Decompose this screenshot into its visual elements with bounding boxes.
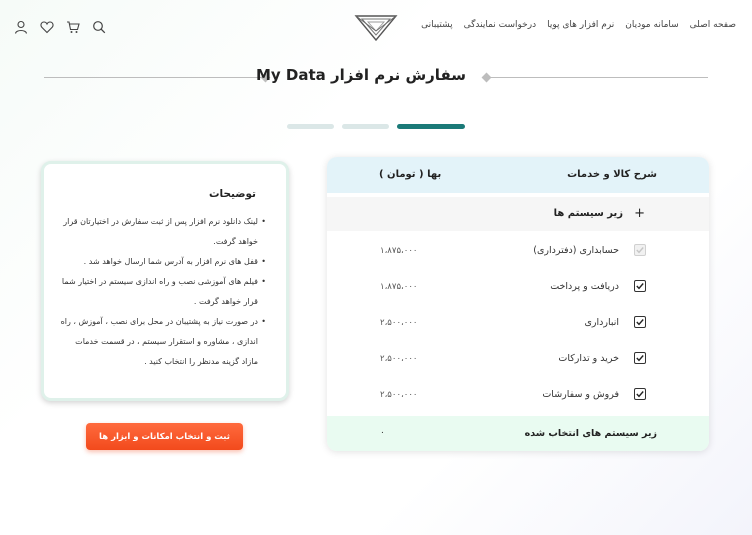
row-checkbox[interactable] [634,244,646,256]
column-header-price: بها ( تومان ) [379,169,442,180]
page-title: سفارش نرم افزار My Data [255,66,466,84]
divider [44,77,266,78]
total-row [327,416,709,451]
table-row [327,341,709,377]
note-item: • در صورت نیاز به پشتیبان در محل برای نصب ، آموزش ، راه اندازی ، مشاوره و استقرار سیستم ، در قسمت خدمات مازاد گزینه مدنظر را انتخاب کنید . [60,312,266,372]
step-indicator [287,124,465,129]
subsystems-label: زیر سیستم ها [553,208,623,219]
note-item: • لینک دانلود نرم افزار پس از ثبت سفارش در اختیارتان قرار خواهد گرفت. [60,212,266,252]
search-icon[interactable] [92,20,106,34]
row-price: ۲،۵۰۰،۰۰۰ [380,354,418,364]
page-title-row [44,66,708,90]
row-checkbox[interactable] [634,316,646,328]
header [0,0,752,56]
total-value: ۰ [380,428,385,438]
row-price: ۱،۸۷۵،۰۰۰ [380,246,418,256]
table-row [327,233,709,269]
row-label: خرید و تدارکات [558,353,619,364]
nav-agency-request[interactable]: درخواست نمایندگی [463,20,537,30]
total-label: زیر سیستم های انتخاب شده [524,428,657,439]
submit-button[interactable]: ثبت و انتخاب امکانات و ابزار ها [86,423,243,450]
row-label: حسابداری (دفترداری) [533,245,619,256]
order-table [327,157,709,451]
nav-taxpayers-system[interactable]: سامانه مودیان [625,20,679,30]
user-icon[interactable] [14,20,28,34]
row-price: ۲،۵۰۰،۰۰۰ [380,318,418,328]
table-row [327,269,709,305]
nav-home[interactable]: صفحه اصلی [689,20,736,30]
column-header-description: شرح کالا و خدمات [567,169,657,180]
nav-support[interactable]: پشتیبانی [421,20,453,30]
main-nav [421,20,736,30]
row-label: دریافت و پرداخت [550,281,619,292]
table-header [327,157,709,193]
heart-icon[interactable] [40,20,54,34]
row-price: ۲،۵۰۰،۰۰۰ [380,390,418,400]
step-2 [342,124,389,129]
row-checkbox[interactable] [634,388,646,400]
header-icons [14,20,106,34]
step-1-active [397,124,465,129]
row-price: ۱،۸۷۵،۰۰۰ [380,282,418,292]
note-item: • فیلم های آموزشی نصب و راه اندازی سیستم در اختیار شما قرار خواهد گرفت . [60,272,266,312]
step-3 [287,124,334,129]
plus-icon[interactable]: + [634,206,645,221]
table-row [327,377,709,413]
notes-card [41,161,289,401]
notes-list [60,212,266,372]
row-label: فروش و سفارشات [542,389,619,400]
nav-software[interactable]: نرم افزار های پویا [547,20,615,30]
notes-title: توضیحات [208,188,256,200]
row-checkbox[interactable] [634,280,646,292]
note-item: • قفل های نرم افزار به آدرس شما ارسال خواهد شد . [60,252,266,272]
logo[interactable] [353,12,399,42]
divider [488,77,708,78]
subsystems-group[interactable] [327,197,709,231]
cart-icon[interactable] [66,20,80,34]
row-label: انبارداری [584,317,619,328]
row-checkbox[interactable] [634,352,646,364]
table-row [327,305,709,341]
